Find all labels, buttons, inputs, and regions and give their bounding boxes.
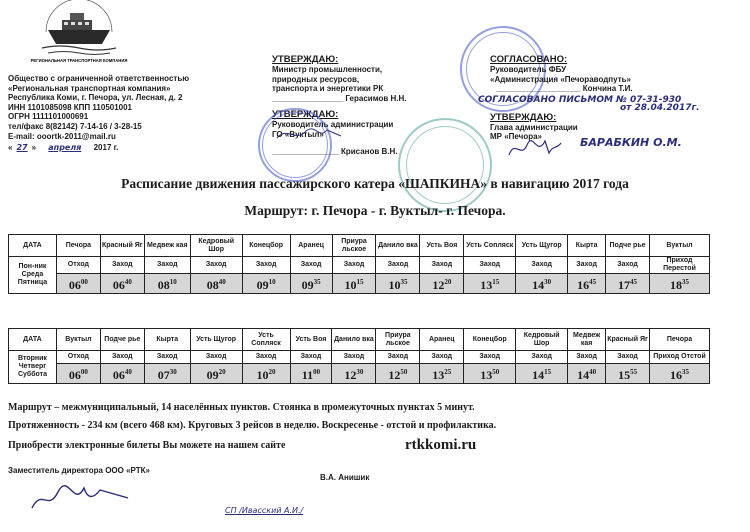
signature xyxy=(28,478,138,518)
action-cell: Отход xyxy=(56,351,100,364)
time-minutes: 30 xyxy=(356,368,364,376)
time-cell xyxy=(242,364,290,384)
stop-header: Вуктыл xyxy=(56,329,100,351)
stop-header: Усть Щугор xyxy=(516,235,568,257)
time-minutes: 35 xyxy=(313,278,321,286)
approval-line: Министр промышленности, xyxy=(272,64,383,74)
company-details xyxy=(8,74,258,153)
time-hours: 08 xyxy=(206,278,219,292)
schedule-table-return xyxy=(8,328,710,384)
time-hours: 10 xyxy=(256,368,269,382)
time-minutes: 30 xyxy=(169,368,177,376)
stop-header: Медвеж кая xyxy=(568,329,606,351)
company-line: ИНН 1101085098 КПП 110501001 xyxy=(8,102,133,112)
date-header: ДАТА xyxy=(9,329,57,351)
time-hours: 09 xyxy=(256,278,269,292)
time-hours: 13 xyxy=(480,368,493,382)
company-line: тел/факс 8(82142) 7-14-16 / 3-28-15 xyxy=(8,121,142,131)
action-cell: Заход xyxy=(568,351,606,364)
time-hours: 17 xyxy=(618,278,631,292)
route-info-line: Маршрут – межмуниципальный, 14 населённых пунктов. Стоянка в промежуточных пунктах 5 минут. xyxy=(8,402,475,413)
time-hours: 13 xyxy=(480,278,493,292)
agreed-line: Руководитель ФБУ xyxy=(490,64,567,74)
time-cell xyxy=(332,274,376,294)
signature xyxy=(275,124,345,144)
stop-header: Кырта xyxy=(144,329,190,351)
time-minutes: 35 xyxy=(681,278,689,286)
time-hours: 10 xyxy=(344,278,357,292)
route-info-line: Протяженность - 234 км (всего 468 км). Круговых 3 рейсов в неделю. Воскресенье - отстой и профилактика. xyxy=(8,420,497,431)
agreed-line: Глава администрации xyxy=(490,122,578,132)
route-title: Маршрут: г. Печора - г. Вуктыл- г. Печора. xyxy=(244,203,506,218)
time-minutes: 35 xyxy=(400,278,408,286)
time-cell xyxy=(56,364,100,384)
time-cell xyxy=(464,364,516,384)
time-minutes: 20 xyxy=(268,368,276,376)
time-minutes: 40 xyxy=(124,368,132,376)
time-minutes: 00 xyxy=(313,368,321,376)
date-month: апреля xyxy=(48,143,82,153)
time-minutes: 35 xyxy=(682,368,690,376)
action-cell: Заход xyxy=(420,257,464,274)
time-hours: 15 xyxy=(618,368,631,382)
handwritten-agreement-date: от 28.04.2017г. xyxy=(620,102,700,113)
action-cell: Заход xyxy=(190,257,242,274)
stop-header: Подче рье xyxy=(606,235,650,257)
time-cell xyxy=(190,364,242,384)
time-cell xyxy=(290,274,332,294)
time-hours: 14 xyxy=(532,278,545,292)
stop-header: Аранец xyxy=(420,329,464,351)
time-minutes: 50 xyxy=(492,368,500,376)
time-hours: 14 xyxy=(577,368,590,382)
action-cell: Заход xyxy=(144,351,190,364)
time-cell xyxy=(568,274,606,294)
time-minutes: 45 xyxy=(630,278,638,286)
approval-line: ________________ Герасимов Н.Н. xyxy=(272,94,407,104)
approval-line: Руководитель администрации xyxy=(272,119,394,129)
time-hours: 09 xyxy=(301,278,314,292)
action-cell: Заход xyxy=(516,257,568,274)
schedule-table-outbound xyxy=(8,234,710,294)
action-cell: Заход xyxy=(100,257,144,274)
time-hours: 07 xyxy=(157,368,170,382)
time-cell xyxy=(516,364,568,384)
time-minutes: 40 xyxy=(124,278,132,286)
website-link[interactable]: rtkkomi.ru xyxy=(405,437,477,453)
time-hours: 08 xyxy=(157,278,170,292)
time-cell xyxy=(376,364,420,384)
logo-text: РЕГИОНАЛЬНАЯ ТРАНСПОРТНАЯ КОМПАНИЯ xyxy=(30,58,128,63)
tickets-info-line: Приобрести электронные билеты Вы можете на нашем сайте xyxy=(8,440,286,451)
stop-header: Приура льское xyxy=(376,329,420,351)
approval-line: _______________ Крисанов В.Н. xyxy=(272,147,398,157)
company-line: ОГРН 1111101000691 xyxy=(8,112,89,122)
stop-header: Приура льское xyxy=(332,235,376,257)
time-minutes: 20 xyxy=(444,278,452,286)
stop-header: Усть Воя xyxy=(290,329,332,351)
handwritten-name: БАРАБКИН О.М. xyxy=(580,136,682,150)
time-minutes: 25 xyxy=(444,368,452,376)
time-cell xyxy=(242,274,290,294)
time-cell xyxy=(100,274,144,294)
stop-header: Конецбор xyxy=(464,329,516,351)
time-hours: 12 xyxy=(388,368,401,382)
handwritten-agreement: СОГЛАСОВАНО ПИСЬМОМ № 07-31-930 xyxy=(478,95,682,106)
time-cell xyxy=(290,364,332,384)
stop-header: Данило вка xyxy=(376,235,420,257)
action-cell: Заход xyxy=(516,351,568,364)
time-hours: 10 xyxy=(388,278,401,292)
time-minutes: 40 xyxy=(218,278,226,286)
time-cell xyxy=(568,364,606,384)
agreed-line: ___________________ Кончина Т.И. xyxy=(496,84,633,94)
time-hours: 06 xyxy=(68,278,81,292)
time-hours: 11 xyxy=(301,368,314,382)
time-hours: 06 xyxy=(112,368,125,382)
time-cell xyxy=(606,364,650,384)
time-hours: 18 xyxy=(669,278,682,292)
approval-title: УТВЕРЖДАЮ: xyxy=(272,54,339,65)
time-minutes: 55 xyxy=(630,368,638,376)
action-cell: Приход Перестой xyxy=(649,257,709,274)
stop-header: Усть Воя xyxy=(420,235,464,257)
seal-stamp xyxy=(262,112,328,178)
action-cell: Заход xyxy=(606,351,650,364)
action-cell: Заход xyxy=(242,257,290,274)
stop-header: Усть Щугор xyxy=(190,329,242,351)
time-hours: 16 xyxy=(670,368,683,382)
action-cell: Заход xyxy=(290,257,332,274)
company-line: «Региональная транспортная компания» xyxy=(8,83,171,93)
stop-header: Подче рье xyxy=(100,329,144,351)
time-cell xyxy=(332,364,376,384)
company-logo xyxy=(30,6,128,64)
action-cell: Заход xyxy=(464,351,516,364)
time-hours: 09 xyxy=(206,368,219,382)
time-minutes: 50 xyxy=(400,368,408,376)
time-cell xyxy=(100,364,144,384)
company-line: Общество с ограниченной ответственностью xyxy=(8,74,190,83)
time-cell xyxy=(606,274,650,294)
action-cell: Заход xyxy=(242,351,290,364)
action-cell: Заход xyxy=(376,351,420,364)
document-date: « 27 » апреля 2017 г. xyxy=(8,143,119,153)
company-line: E-mail: ooortk-2011@mail.ru xyxy=(8,131,116,141)
action-cell: Заход xyxy=(420,351,464,364)
agreed-line: «Администрация «Печораводпуть» xyxy=(490,74,631,84)
stop-header: Кедровый Шор xyxy=(516,329,568,351)
time-minutes: 30 xyxy=(544,278,552,286)
signatory-title: Заместитель директора ООО «РТК» xyxy=(8,466,150,475)
time-hours: 12 xyxy=(432,278,445,292)
time-cell xyxy=(650,364,710,384)
approval-line: природных ресурсов, xyxy=(272,74,360,84)
stop-header: Печора xyxy=(650,329,710,351)
stop-header: Вуктыл xyxy=(649,235,709,257)
time-hours: 12 xyxy=(344,368,357,382)
action-cell: Приход Отстой xyxy=(650,351,710,364)
time-minutes: 15 xyxy=(356,278,364,286)
action-cell: Заход xyxy=(332,351,376,364)
stop-header: Усть Сопляск xyxy=(242,329,290,351)
action-cell: Заход xyxy=(190,351,242,364)
stop-header: Усть Сопляск xyxy=(464,235,516,257)
approval-line: транспорта и энергетики РК xyxy=(272,84,384,94)
agreed-title: УТВЕРЖДАЮ: xyxy=(490,111,557,123)
stop-header: Кырта xyxy=(568,235,606,257)
time-minutes: 20 xyxy=(218,368,226,376)
signatory-name: В.А. Анишик xyxy=(320,473,370,482)
approval-line: ГО «Вуктыл» xyxy=(272,129,324,139)
time-cell xyxy=(420,364,464,384)
action-cell: Отход xyxy=(56,257,100,274)
time-hours: 13 xyxy=(432,368,445,382)
stop-header: Печора xyxy=(56,235,100,257)
stop-header: Красный Яг xyxy=(100,235,144,257)
time-cell xyxy=(144,274,190,294)
time-minutes: 15 xyxy=(492,278,500,286)
stop-header: Конецбор xyxy=(242,235,290,257)
time-minutes: 10 xyxy=(268,278,276,286)
time-minutes: 15 xyxy=(544,368,552,376)
time-hours: 14 xyxy=(532,368,545,382)
signature xyxy=(505,135,565,163)
stop-header: Кедровый Шор xyxy=(190,235,242,257)
action-cell: Заход xyxy=(606,257,650,274)
time-hours: 16 xyxy=(577,278,590,292)
time-cell xyxy=(144,364,190,384)
time-minutes: 10 xyxy=(169,278,177,286)
company-line: Республика Коми, г. Печора, ул. Лесная, д. 2 xyxy=(8,93,183,103)
stop-header: Данило вка xyxy=(332,329,376,351)
time-minutes: 00 xyxy=(80,278,88,286)
days-of-week: Вторник Четверг Суббота xyxy=(9,351,57,384)
date-day: 27 xyxy=(16,143,28,153)
approval-title: УТВЕРЖДАЮ: xyxy=(272,108,339,120)
action-cell: Заход xyxy=(144,257,190,274)
time-cell xyxy=(376,274,420,294)
time-cell xyxy=(516,274,568,294)
agreed-line: МР «Печора» xyxy=(490,132,542,142)
stop-header: Медвеж кая xyxy=(144,235,190,257)
time-cell xyxy=(420,274,464,294)
action-cell: Заход xyxy=(376,257,420,274)
time-hours: 06 xyxy=(112,278,125,292)
action-cell: Заход xyxy=(290,351,332,364)
action-cell: Заход xyxy=(332,257,376,274)
time-cell xyxy=(56,274,100,294)
time-cell xyxy=(649,274,709,294)
time-cell xyxy=(190,274,242,294)
action-cell: Заход xyxy=(568,257,606,274)
date-year: 2017 г. xyxy=(93,143,119,153)
action-cell: Заход xyxy=(100,351,144,364)
stop-header: Красный Яг xyxy=(606,329,650,351)
time-minutes: 00 xyxy=(80,368,88,376)
time-hours: 06 xyxy=(68,368,81,382)
seal-stamp xyxy=(406,126,484,204)
action-cell: Заход xyxy=(464,257,516,274)
time-cell xyxy=(464,274,516,294)
time-minutes: 40 xyxy=(589,368,597,376)
handwritten-signature-note: СП /Ивасский А.И./ xyxy=(225,506,304,515)
date-header: ДАТА xyxy=(9,235,57,257)
agreed-title: СОГЛАСОВАНО: xyxy=(490,54,568,65)
stop-header: Аранец xyxy=(290,235,332,257)
page-title: Расписание движения пассажирского катера «ШАПКИНА» в навигацию 2017 года xyxy=(121,176,629,191)
days-of-week: Пон-ник Среда Пятница xyxy=(9,257,57,294)
time-minutes: 45 xyxy=(589,278,597,286)
